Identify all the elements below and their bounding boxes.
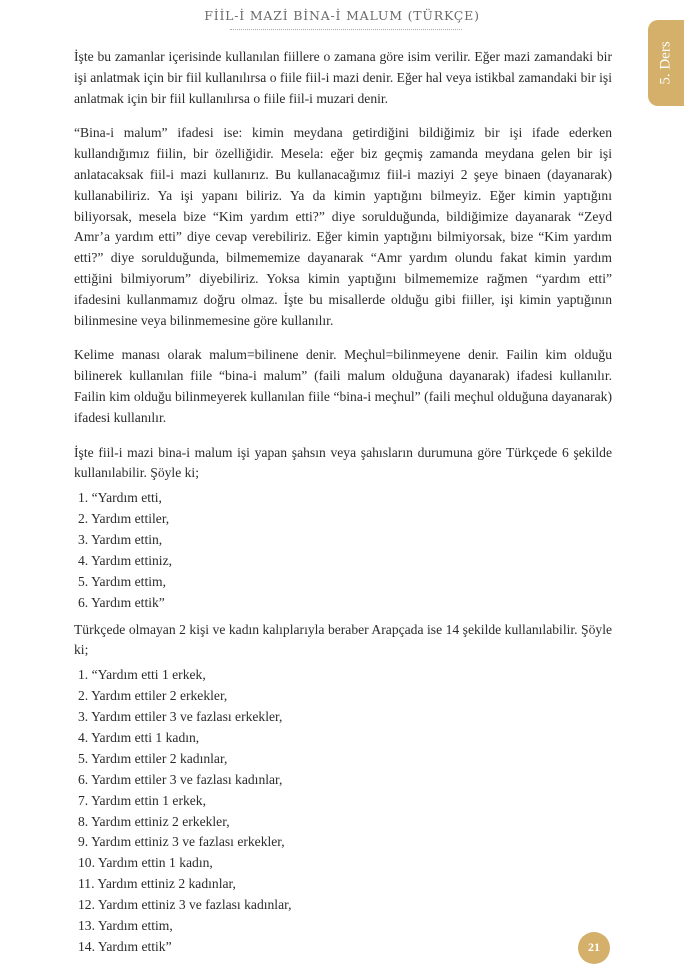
- list-item: 6. Yardım ettik”: [78, 594, 165, 610]
- list-item: 4. Yardım etti 1 kadın,: [78, 729, 200, 745]
- list-item: 9. Yardım ettiniz 3 ve fazlası erkekler,: [78, 834, 285, 850]
- arabic-conjugation-list: [78, 665, 612, 958]
- list-item: 3. Yardım ettin,: [78, 531, 163, 547]
- paragraph: Türkçede olmayan 2 kişi ve kadın kalıplarıyla beraber Arapçada ise 14 şekilde kullanılabilir. Şöyle ki;: [74, 621, 612, 658]
- list-item: 13. Yardım ettim,: [78, 918, 173, 934]
- page-body: [74, 47, 612, 964]
- list-item: 10. Yardım ettin 1 kadın,: [78, 855, 213, 871]
- header-divider: [230, 29, 462, 30]
- list-item: 11. Yardım ettiniz 2 kadınlar,: [78, 876, 236, 892]
- list-item: 5. Yardım ettim,: [78, 573, 166, 589]
- list-item: 7. Yardım ettin 1 erkek,: [78, 792, 206, 808]
- chapter-tab-label: 5. Ders: [657, 41, 674, 85]
- list-item: 1. “Yardım etti,: [78, 490, 162, 506]
- page-number-badge: 21: [578, 932, 610, 964]
- list-item: 8. Yardım ettiniz 2 erkekler,: [78, 813, 230, 829]
- list-item: 1. “Yardım etti 1 erkek,: [78, 667, 206, 683]
- chapter-tab: [648, 20, 684, 106]
- list-item: 12. Yardım ettiniz 3 ve fazlası kadınlar,: [78, 897, 292, 913]
- list-item: 3. Yardım ettiler 3 ve fazlası erkekler,: [78, 708, 283, 724]
- paragraph: Kelime manası olarak malum=bilinene denir. Meçhul=bilinmeyene denir. Failin kim olduğu bilinerek kullanılan fiile “bina-i malum” (faili malum olduğuna dayanarak) ifadesi kullanılır. Failin kim olduğu bilinmeyerek kullanılan fiile “bina-i meçhul” (faili meçhul olduğuna dayanarak) ifadesi kullanılır.: [74, 347, 612, 425]
- list-item: 14. Yardım ettik”: [78, 938, 172, 954]
- paragraph: “Bina-i malum” ifadesi ise: kimin meydana getirdiğini bildiğimiz bir işi ifade ederken kullandığımız fiilin, bir özelliğidir. Mesela: eğer biz geçmiş zamanda meydana gelen bir işi anlatacaksak fiil-i mazi kullanırız. Bu kullanacağımız fiil-i maziyi 2 şeye binaen (dayanarak) kullanabiliriz. Ya işi yapanı biliriz. Ya da kimin yaptığını bilmeyiz. Eğer kimin yaptığını biliyorsak, mesela bize “Kim yardım etti?” diye sorulduğunda, bildiğimize dayanarak “Zeyd Amr’a yardım etti” diye cevap verebiliriz. Eğer kimin yaptığını bilmiyorsak, bize “Kim yardım etti?” diye sorulduğunda, bilmememize dayanarak “Amr yardım olundu fakat kimin yardım ettiğini bilmiyorum” diyebiliriz. Yoksa kimin yaptığını bilmememize rağmen “yardım etti” ifadesini kullanmamız doğru olmaz. İşte bu misallerde olduğu gibi fiiller, işi kimin yaptığının bilinmesine veya bilinmemesine göre kullanılır.: [74, 125, 612, 328]
- list-item: 2. Yardım ettiler 2 erkekler,: [78, 688, 228, 704]
- running-header: FİİL-İ MAZİ BİNA-İ MALUM (TÜRKÇE): [204, 8, 480, 23]
- list-item: 6. Yardım ettiler 3 ve fazlası kadınlar,: [78, 771, 283, 787]
- list-item: 2. Yardım ettiler,: [78, 511, 170, 527]
- paragraph: İşte fiil-i mazi bina-i malum işi yapan şahsın veya şahısların durumuna göre Türkçede 6 şekilde kullanılabilir. Şöyle ki;: [74, 444, 612, 481]
- list-item: 4. Yardım ettiniz,: [78, 552, 173, 568]
- paragraph: İşte bu zamanlar içerisinde kullanılan fiillere o zamana göre isim verilir. Eğer mazi zamandaki bir işi anlatmak için bir fiil kullanılırsa o fiile fiil-i mazi denir. Eğer hal veya istikbal zamandaki bir işi anlatmak için bir fiil kullanılırsa o fiile fiil-i muzari denir.: [74, 49, 612, 106]
- turkish-conjugation-list: [78, 488, 612, 613]
- list-item: 5. Yardım ettiler 2 kadınlar,: [78, 750, 228, 766]
